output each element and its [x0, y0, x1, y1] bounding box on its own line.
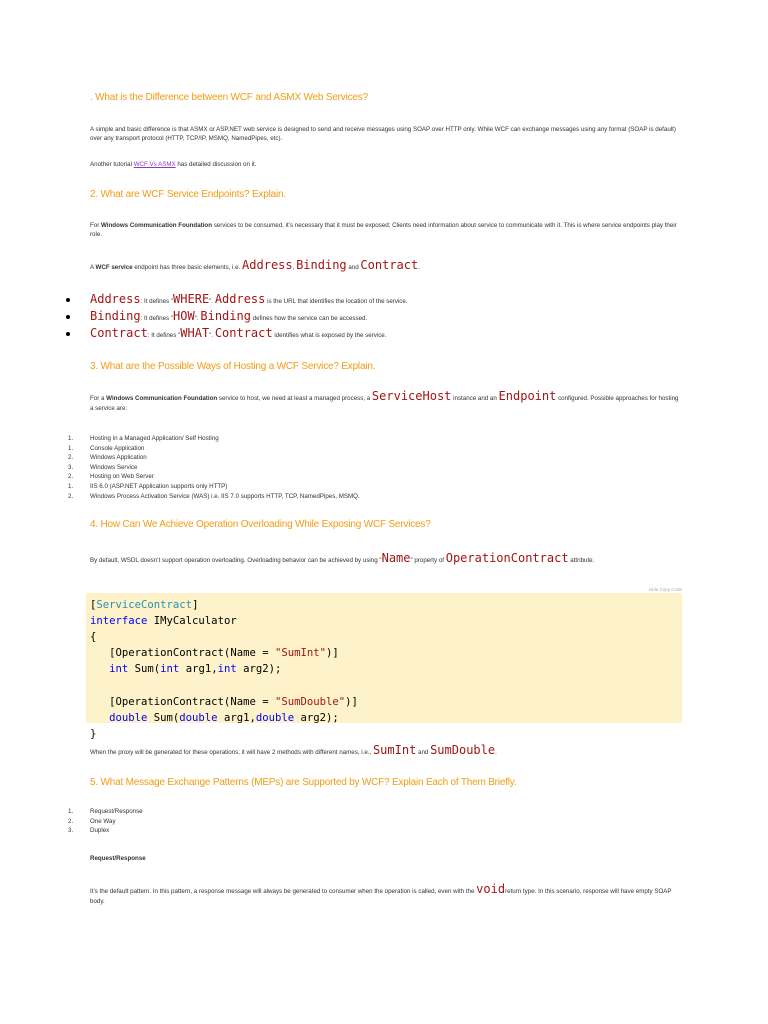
- q2-elements-sentence: A WCF service endpoint has three basic elements, i.e. Address, Binding and Contract.: [90, 258, 420, 272]
- list-item: 1. Console Application: [68, 444, 145, 452]
- list-item: 2. Windows Process Activation Service (WAS) i.e. IIS 7.0 supports HTTP, TCP, NamedPipes, MSMQ.: [68, 492, 360, 500]
- binding-term: Binding: [296, 258, 347, 272]
- request-response-subheading: Request/Response: [90, 855, 146, 862]
- copy-code-toolbar[interactable]: Hide Copy Code: [648, 587, 682, 592]
- mep-list: [68, 807, 143, 836]
- q4-paragraph: By default, WSDL doesn’t support operation overloading. Overloading behavior can be achieved by using "Name" property of OperationContract attribute.: [90, 551, 595, 565]
- contract-term: Contract: [360, 258, 419, 272]
- list-item: 2. One Way: [68, 817, 116, 825]
- bullet-address: Address: It defines "WHERE". Address is the URL that identifies the location of the service.: [90, 292, 408, 306]
- q5-paragraph: It’s the default pattern. In this pattern, a response message will always be generated to consumer when the operation is called, even with the voidreturn type. In this scenario, response will have empty SOAP body.: [90, 882, 672, 905]
- list-item: 1. Request/Response: [68, 808, 143, 815]
- q3-heading: 3. What are the Possible Ways of Hosting a WCF Service? Explain.: [90, 361, 376, 372]
- list-item: 3. Windows Service: [68, 463, 138, 471]
- q2-paragraph: For Windows Communication Foundation services to be consumed, it’s necessary that it must be exposed; Clients need information about service to communicate with it. This is where service endpoints play their role.: [90, 222, 677, 238]
- q4-heading: 4. How Can We Achieve Operation Overloading While Exposing WCF Services?: [90, 519, 431, 530]
- list-item: 1. IIS 6.0 (ASP.NET Application supports only HTTP): [68, 482, 228, 490]
- code-block: [ServiceContract] interface IMyCalculator { [OperationContract(Name = "SumInt")] int Sum(int arg1,int arg2); [OperationContract(Name = "SumDouble")] double Sum(double arg1,double arg2); }: [86, 593, 682, 723]
- bullet-dot: [66, 332, 70, 336]
- bullet-binding: Binding: It defines "HOW". Binding defines how the service can be accessed.: [90, 309, 368, 323]
- wcf-vs-asmx-link[interactable]: WCF Vs ASMX: [133, 161, 176, 168]
- bullet-dot: [66, 298, 70, 302]
- q2-heading: 2. What are WCF Service Endpoints? Explain.: [90, 189, 286, 200]
- q3-paragraph: For a Windows Communication Foundation service to host, we need at least a managed process, a ServiceHost instance and an Endpoint configured. Possible approaches for hosting a service are:: [90, 389, 679, 412]
- hosting-list: [68, 434, 360, 501]
- address-term: Address: [242, 258, 293, 272]
- list-item: 2. Windows Application: [68, 454, 147, 462]
- q5-heading: 5. What Message Exchange Patterns (MEPs) are Supported by WCF? Explain Each of Them Briefly.: [90, 777, 517, 788]
- q4-after-paragraph: When the proxy will be generated for these operations, it will have 2 methods with different names, i.e., SumInt and SumDouble.: [90, 743, 497, 757]
- q1-paragraph: A simple and basic difference is that ASMX or ASP.NET web service is designed to send and receive messages using SOAP over HTTP only. While WCF can exchange messages using any format (SOAP is default) over any transport protocol (HTTP, TCP/IP, MSMQ, NamedPipes, etc).: [90, 126, 676, 142]
- list-item: 2. Hosting on Web Server: [68, 473, 154, 481]
- bullet-contract: Contract: It defines "WHAT". Contract identifies what is exposed by the service.: [90, 326, 387, 340]
- bullet-dot: [66, 315, 70, 319]
- q1-heading: . What is the Difference between WCF and ASMX Web Services?: [90, 92, 368, 103]
- q1-paragraph-2: Another tutorial WCF Vs ASMX has detailed discussion on it.: [90, 161, 257, 168]
- list-item: 3. Duplex: [68, 827, 110, 835]
- list-item: 1. Hosting in a Managed Application/ Self Hosting: [68, 435, 219, 442]
